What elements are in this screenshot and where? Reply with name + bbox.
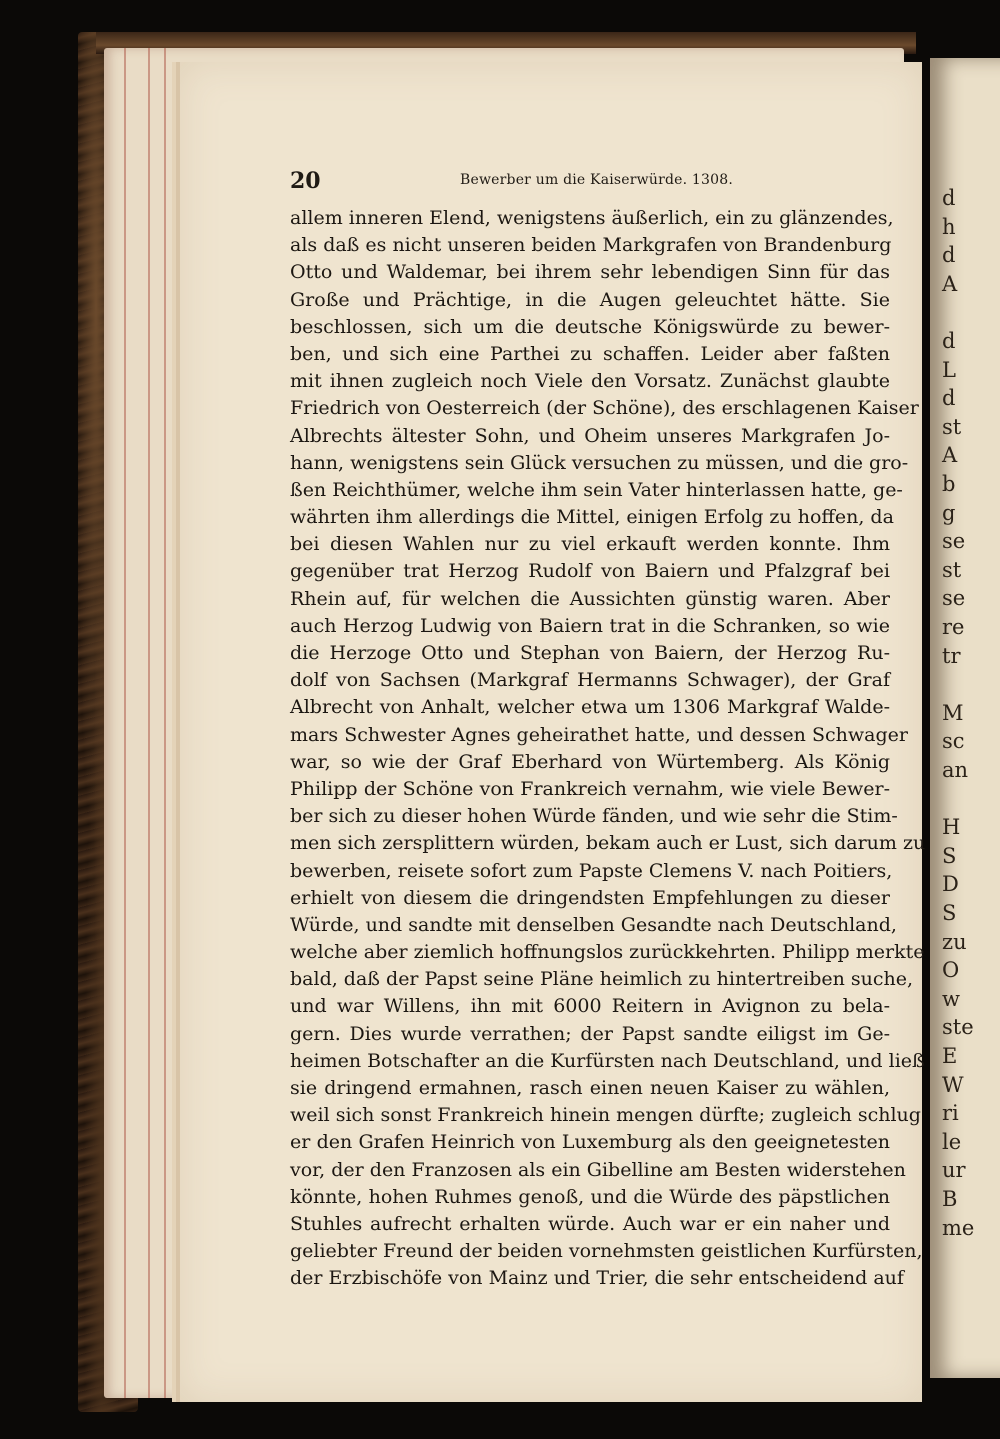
text-line: weil sich sonst Frankreich hinein mengen dürfte; zugleich schlug [290,1104,921,1127]
facing-page-text-fragment: sc [942,729,965,754]
text-line: Rhein auf, für welchen die Aussichten günstig waren. Aber [290,587,890,610]
text-line: hann, wenigstens sein Glück versuchen zu müssen, und die gro- [290,451,909,474]
text-line: die Herzoge Otto und Stephan von Baiern, der Herzog Ru- [290,642,890,664]
facing-page-text-fragment: h [942,214,956,239]
facing-page-text-fragment: B [942,1187,958,1211]
facing-page-text-fragment: d [942,329,956,353]
text-line: men sich zersplittern würden, bekam auch er Lust, sich darum zu [290,832,926,855]
text-line: auch Herzog Ludwig von Baiern trat in die Schranken, so wie [290,614,890,637]
facing-page-text-fragment: me [942,1215,975,1240]
facing-page-text-fragment: st [942,414,962,439]
text-line: könnte, hohen Ruhmes genoß, und die Würde des päpstlichen [290,1185,890,1208]
text-line: gern. Dies wurde verrathen; der Papst sandte eiligst im Ge- [290,1022,890,1045]
facing-page-text-fragment: se [942,529,966,554]
facing-page-text-fragment: O [942,958,960,983]
text-line: ber sich zu dieser hohen Würde fänden, und wie sehr die Stim- [290,805,898,828]
facing-page-text-fragment: an [942,758,969,782]
text-line: war, so wie der Graf Eberhard von Würtemberg. Als König [290,750,890,773]
text-line: Friedrich von Oesterreich (der Schöne), des erschlagenen Kaiser [290,397,919,420]
text-line: er den Grafen Heinrich von Luxemburg als den geeignetesten [290,1131,890,1154]
facing-page-text-fragment: ste [942,1015,974,1040]
text-line: bewerben, reisete sofort zum Papste Clemens V. nach Poitiers, [290,859,893,882]
book-page [180,62,926,1402]
facing-page-text-fragment: re [942,615,965,639]
page-edge-line [124,48,126,1398]
text-line: sie dringend ermahnen, rasch einen neuen Kaiser zu wählen, [290,1077,890,1099]
facing-page-text-fragment: b [942,472,956,496]
text-line: beschlossen, sich um die deutsche Königswürde zu bewer- [290,315,890,338]
text-line: ben, und sich eine Parthei zu schaffen. Leider aber faßten [290,342,890,365]
text-line: vor, der den Franzosen als ein Gibelline am Besten widerstehen [290,1158,906,1181]
facing-page-text-fragment: W [942,1072,964,1097]
facing-page-text-fragment: d [942,386,956,411]
facing-page-text-fragment: g [942,500,956,525]
text-line: erhielt von diesem die dringendsten Empfehlungen zu dieser [290,886,890,909]
facing-page-text-fragment: tr [942,643,961,668]
text-line: gegenüber trat Herzog Rudolf von Baiern und Pfalzgraf bei [290,560,890,583]
page-header [290,168,850,196]
facing-page-text-fragment: S [942,901,957,925]
text-line: geliebter Freund der beiden vornehmsten geistlichen Kurfürsten, [290,1240,923,1263]
facing-page-text-fragment: d [942,186,956,210]
text-line: welche aber ziemlich hoffnungslos zurückkehrten. Philipp merkte [290,941,925,964]
text-line: bei diesen Wahlen nur zu viel erkauft werden konnte. Ihm [290,533,890,556]
facing-page-text-fragment: A [942,443,958,468]
text-line: Große und Prächtige, in die Augen geleuchtet hätte. Sie [290,288,890,311]
text-line: der Erzbischöfe von Mainz und Trier, die sehr entscheidend auf [290,1267,904,1290]
facing-page-text-fragment: S [942,843,957,868]
facing-page-text-fragment: zu [942,929,967,954]
facing-page-fragment [930,58,1000,1378]
text-line: bald, daß der Papst seine Pläne heimlich zu hintertreiben suche, [290,968,914,991]
facing-page-text-fragment: D [942,872,959,897]
facing-page-text-fragment: se [942,586,966,611]
facing-page-text-fragment: ri [942,1101,959,1126]
facing-page-text-fragment: d [942,243,956,268]
body-text [290,205,926,1293]
text-line: Würde, und sandte mit denselben Gesandte nach Deutschland, [290,913,897,936]
text-line: ßen Reichthümer, welche ihm sein Vater hinterlassen hatte, ge- [290,478,903,501]
facing-page-text-fragment: st [942,557,962,582]
text-line: Otto und Waldemar, bei ihrem sehr lebendigen Sinn für das [290,261,890,284]
text-line: Albrecht von Anhalt, welcher etwa um 1306 Markgraf Walde- [290,696,890,719]
text-line: mars Schwester Agnes geheirathet hatte, und dessen Schwager [290,723,908,746]
text-line: heimen Botschafter an die Kurfürsten nach Deutschland, und ließ [290,1049,925,1072]
facing-page-text-fragment: M [942,700,964,725]
facing-page-text-fragment: E [942,1044,958,1068]
page-number: 20 [290,168,321,194]
facing-page-text-fragment: ur [942,1158,966,1183]
text-line: als daß es nicht unseren beiden Markgrafen von Brandenburg [290,234,892,257]
facing-page-text-fragment: w [942,986,960,1011]
text-line: allem inneren Elend, wenigstens äußerlich, ein zu glänzendes, [290,207,894,229]
text-line: währten ihm allerdings die Mittel, einigen Erfolg zu hoffen, da [290,506,894,529]
page-edge-line [148,48,150,1398]
text-line: Stuhles aufrecht erhalten würde. Auch war er ein naher und [290,1212,890,1235]
text-line: mit ihnen zugleich noch Viele den Vorsatz. Zunächst glaubte [290,370,890,393]
text-line: Philipp der Schöne von Frankreich vernahm, wie viele Bewer- [290,777,890,800]
page-edge-line [164,48,166,1398]
text-line: Albrechts ältester Sohn, und Oheim unseres Markgrafen Jo- [290,424,890,447]
text-line: dolf von Sachsen (Markgraf Hermanns Schwager), der Graf [290,669,890,692]
facing-page-text-fragment: le [942,1129,962,1154]
facing-page-text-fragment: L [942,357,956,382]
text-line: und war Willens, ihn mit 6000 Reitern in Avignon zu bela- [290,995,890,1018]
facing-page-text-fragment: A [942,271,958,296]
facing-page-text-fragment: H [942,815,961,840]
running-head: Bewerber um die Kaiserwürde. 1308. [460,172,734,188]
